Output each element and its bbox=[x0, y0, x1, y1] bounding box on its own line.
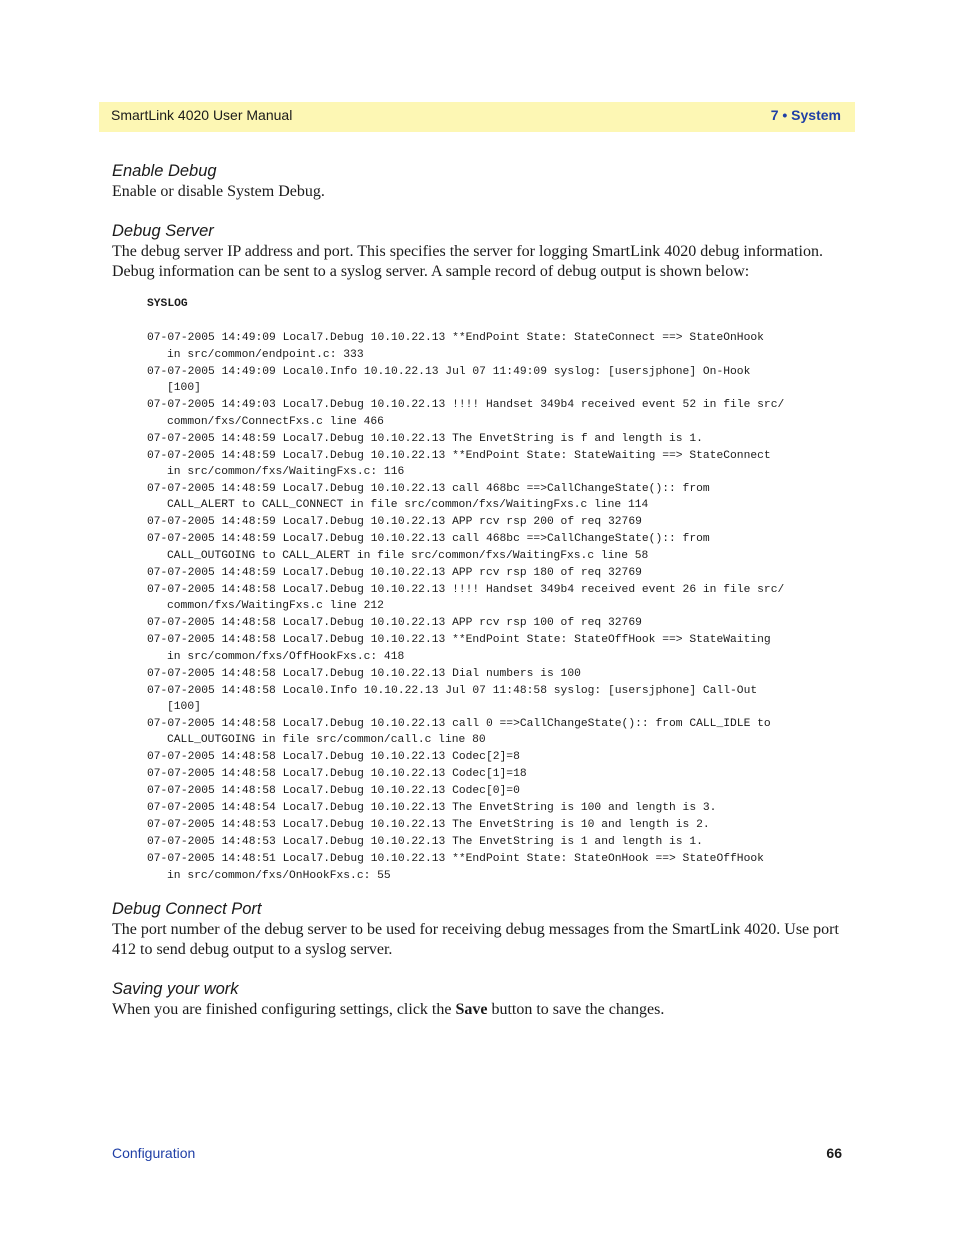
syslog-entry bbox=[147, 834, 842, 850]
syslog-line: 07-07-2005 14:49:09 Local0.Info 10.10.22.13 Jul 07 11:49:09 syslog: [usersjphone] On-Hook bbox=[147, 365, 751, 378]
page-content bbox=[112, 160, 842, 1038]
syslog-entry bbox=[147, 683, 842, 716]
syslog-entry bbox=[147, 364, 842, 397]
syslog-line: 07-07-2005 14:48:59 Local7.Debug 10.10.22.13 call 468bc ==>CallChangeState():: from bbox=[147, 483, 710, 496]
syslog-entry bbox=[147, 531, 842, 564]
syslog-sample bbox=[147, 296, 842, 884]
syslog-entry bbox=[147, 481, 842, 514]
syslog-line-continuation: in src/common/fxs/OffHookFxs.c: 418 bbox=[167, 650, 405, 663]
syslog-entry bbox=[147, 632, 842, 665]
syslog-entry bbox=[147, 851, 842, 884]
syslog-line: 07-07-2005 14:48:53 Local7.Debug 10.10.22.13 The EnvetString is 1 and length is 1. bbox=[147, 836, 703, 849]
syslog-line: 07-07-2005 14:49:03 Local7.Debug 10.10.22.13 !!!! Handset 349b4 received event 52 in file src/ bbox=[147, 399, 785, 412]
syslog-line: 07-07-2005 14:48:54 Local7.Debug 10.10.22.13 The EnvetString is 100 and length is 3. bbox=[147, 802, 717, 815]
syslog-entry bbox=[147, 330, 842, 363]
syslog-line-continuation: in src/common/endpoint.c: 333 bbox=[167, 348, 364, 361]
syslog-entry bbox=[147, 582, 842, 615]
section-debug-server bbox=[112, 220, 842, 282]
syslog-line: 07-07-2005 14:48:59 Local7.Debug 10.10.22.13 The EnvetString is f and length is 1. bbox=[147, 432, 703, 445]
syslog-line-continuation: in src/common/fxs/OnHookFxs.c: 55 bbox=[167, 869, 391, 882]
manual-title: SmartLink 4020 User Manual bbox=[111, 107, 293, 123]
syslog-entry bbox=[147, 615, 842, 631]
saving-text-before: When you are finished configuring settings, click the bbox=[112, 1001, 456, 1019]
syslog-line: 07-07-2005 14:48:59 Local7.Debug 10.10.22.13 APP rcv rsp 200 of req 32769 bbox=[147, 516, 642, 529]
syslog-entry bbox=[147, 749, 842, 765]
text-saving bbox=[112, 1000, 842, 1020]
syslog-title: SYSLOG bbox=[147, 298, 188, 310]
syslog-line: 07-07-2005 14:48:58 Local7.Debug 10.10.22.13 Codec[2]=8 bbox=[147, 751, 520, 764]
save-keyword: Save bbox=[455, 1001, 488, 1019]
text-enable-debug: Enable or disable System Debug. bbox=[112, 183, 325, 200]
section-enable-debug bbox=[112, 160, 842, 202]
section-saving bbox=[112, 978, 842, 1020]
syslog-entry bbox=[147, 783, 842, 799]
heading-debug-server: Debug Server bbox=[112, 222, 214, 240]
syslog-line-continuation: common/fxs/WaitingFxs.c line 212 bbox=[167, 600, 384, 613]
syslog-line: 07-07-2005 14:48:59 Local7.Debug 10.10.22.13 call 468bc ==>CallChangeState():: from bbox=[147, 533, 710, 546]
syslog-entry bbox=[147, 397, 842, 430]
syslog-entry bbox=[147, 448, 842, 481]
syslog-line: 07-07-2005 14:48:58 Local7.Debug 10.10.22.13 Codec[0]=0 bbox=[147, 785, 520, 798]
syslog-line-continuation: CALL_ALERT to CALL_CONNECT in file src/common/fxs/WaitingFxs.c line 114 bbox=[167, 499, 649, 512]
syslog-entry bbox=[147, 766, 842, 782]
heading-enable-debug: Enable Debug bbox=[112, 162, 217, 180]
syslog-line: 07-07-2005 14:48:58 Local0.Info 10.10.22.13 Jul 07 11:48:58 syslog: [usersjphone] Call-Out bbox=[147, 684, 758, 697]
syslog-entry bbox=[147, 514, 842, 530]
syslog-entry bbox=[147, 565, 842, 581]
text-debug-connect-port: The port number of the debug server to be used for receiving debug messages from the SmartLink 4020. Use port 412 to send debug output to a syslog server. bbox=[112, 921, 839, 959]
syslog-entry bbox=[147, 800, 842, 816]
text-debug-server: The debug server IP address and port. This specifies the server for logging SmartLink 4020 debug information. Debug information can be sent to a syslog server. A sample record of debug output is shown below: bbox=[112, 243, 823, 280]
syslog-entry bbox=[147, 666, 842, 682]
syslog-line: 07-07-2005 14:48:58 Local7.Debug 10.10.22.13 **EndPoint State: StateOffHook ==> StateWaiting bbox=[147, 634, 771, 647]
syslog-entry bbox=[147, 716, 842, 749]
syslog-line: 07-07-2005 14:48:58 Local7.Debug 10.10.22.13 Codec[1]=18 bbox=[147, 768, 527, 781]
syslog-line: 07-07-2005 14:48:59 Local7.Debug 10.10.22.13 **EndPoint State: StateWaiting ==> StateConnect bbox=[147, 449, 771, 462]
syslog-line: 07-07-2005 14:48:58 Local7.Debug 10.10.22.13 Dial numbers is 100 bbox=[147, 667, 581, 680]
chapter-label: 7 • System bbox=[770, 107, 841, 123]
syslog-line-continuation: in src/common/fxs/WaitingFxs.c: 116 bbox=[167, 466, 405, 479]
saving-text-after: button to save the changes. bbox=[487, 1001, 665, 1019]
heading-debug-connect-port: Debug Connect Port bbox=[112, 900, 262, 919]
syslog-line-continuation: [100] bbox=[167, 701, 201, 714]
syslog-line: 07-07-2005 14:48:51 Local7.Debug 10.10.22.13 **EndPoint State: StateOnHook ==> StateOffHook bbox=[147, 853, 764, 866]
page-number: 66 bbox=[826, 1145, 842, 1161]
footer-section-name: Configuration bbox=[112, 1145, 196, 1161]
syslog-line-continuation: CALL_OUTGOING to CALL_ALERT in file src/common/fxs/WaitingFxs.c line 58 bbox=[167, 549, 649, 562]
syslog-line: 07-07-2005 14:49:09 Local7.Debug 10.10.22.13 **EndPoint State: StateConnect ==> StateOnHook bbox=[147, 332, 764, 345]
syslog-line: 07-07-2005 14:48:59 Local7.Debug 10.10.22.13 APP rcv rsp 180 of req 32769 bbox=[147, 566, 642, 579]
heading-saving: Saving your work bbox=[112, 980, 239, 999]
syslog-line: 07-07-2005 14:48:53 Local7.Debug 10.10.22.13 The EnvetString is 10 and length is 2. bbox=[147, 819, 710, 832]
syslog-line-continuation: CALL_OUTGOING in file src/common/call.c line 80 bbox=[167, 734, 486, 747]
syslog-line-continuation: [100] bbox=[167, 382, 201, 395]
syslog-line: 07-07-2005 14:48:58 Local7.Debug 10.10.22.13 !!!! Handset 349b4 received event 26 in file src/ bbox=[147, 583, 785, 596]
syslog-entry bbox=[147, 431, 842, 447]
syslog-line: 07-07-2005 14:48:58 Local7.Debug 10.10.22.13 call 0 ==>CallChangeState():: from CALL_IDLE to bbox=[147, 718, 771, 731]
page-header bbox=[99, 102, 855, 132]
section-debug-connect-port bbox=[112, 898, 842, 960]
syslog-entry bbox=[147, 817, 842, 833]
syslog-line-continuation: common/fxs/ConnectFxs.c line 466 bbox=[167, 415, 384, 428]
syslog-line: 07-07-2005 14:48:58 Local7.Debug 10.10.22.13 APP rcv rsp 100 of req 32769 bbox=[147, 617, 642, 630]
